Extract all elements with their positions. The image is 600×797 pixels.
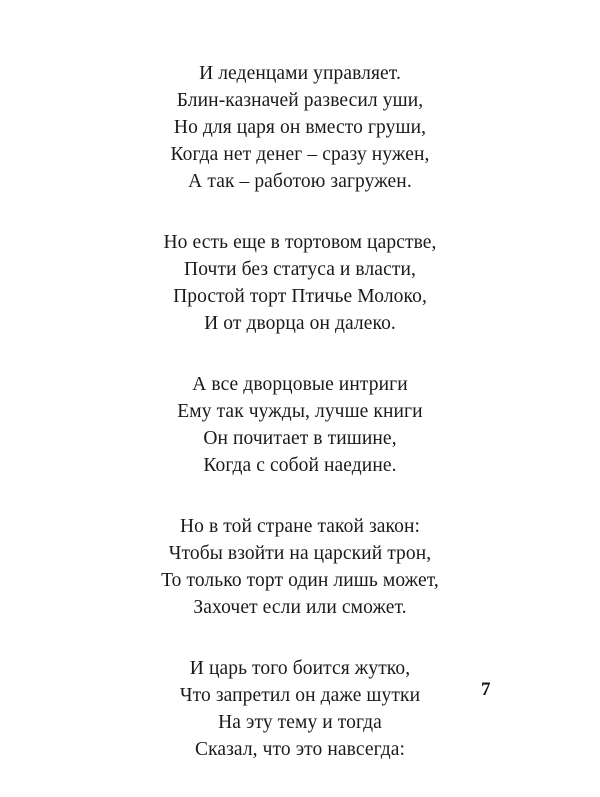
page-number: 7 bbox=[481, 679, 491, 700]
stanza-4 bbox=[0, 513, 600, 621]
stanza-1 bbox=[0, 60, 600, 195]
poem-line: То только торт один лишь может, bbox=[161, 570, 439, 591]
poem-line: Ему так чужды, лучше книги bbox=[177, 401, 423, 422]
poem-line: Он почитает в тишине, bbox=[203, 428, 397, 449]
poem-line: Блин-казначей развесил уши, bbox=[176, 90, 424, 111]
poem-line: Когда нет денег – сразу нужен, bbox=[170, 144, 430, 165]
poem-line: Но в той стране такой закон: bbox=[179, 516, 421, 537]
poem-line: Захочет если или сможет. bbox=[193, 597, 407, 618]
poem-line: А все дворцовые интриги bbox=[192, 374, 408, 395]
poem-line: Что запретил он даже шутки bbox=[179, 685, 421, 706]
poem-line: Чтобы взойти на царский трон, bbox=[168, 543, 432, 564]
stanza-2 bbox=[0, 229, 600, 337]
poem-line: Простой торт Птичье Молоко, bbox=[173, 286, 427, 307]
poem-line: На эту тему и тогда bbox=[218, 712, 382, 733]
poem-line: Но есть еще в тортовом царстве, bbox=[163, 232, 437, 253]
poem-line: И от дворца он далеко. bbox=[204, 313, 396, 334]
stanza-3 bbox=[0, 371, 600, 479]
poem-line: Сказал, что это навсегда: bbox=[194, 739, 406, 760]
stanza-5 bbox=[0, 655, 600, 763]
poem-line: Но для царя он вместо груши, bbox=[173, 117, 427, 138]
poem-line: И леденцами управляет. bbox=[199, 63, 401, 84]
poem-text bbox=[0, 60, 600, 797]
poem-line: Когда с собой наедине. bbox=[203, 455, 397, 476]
poem-line: И царь того боится жутко, bbox=[189, 658, 411, 679]
poem-line: А так – работою загружен. bbox=[188, 171, 412, 192]
poem-line: Почти без статуса и власти, bbox=[184, 259, 416, 280]
